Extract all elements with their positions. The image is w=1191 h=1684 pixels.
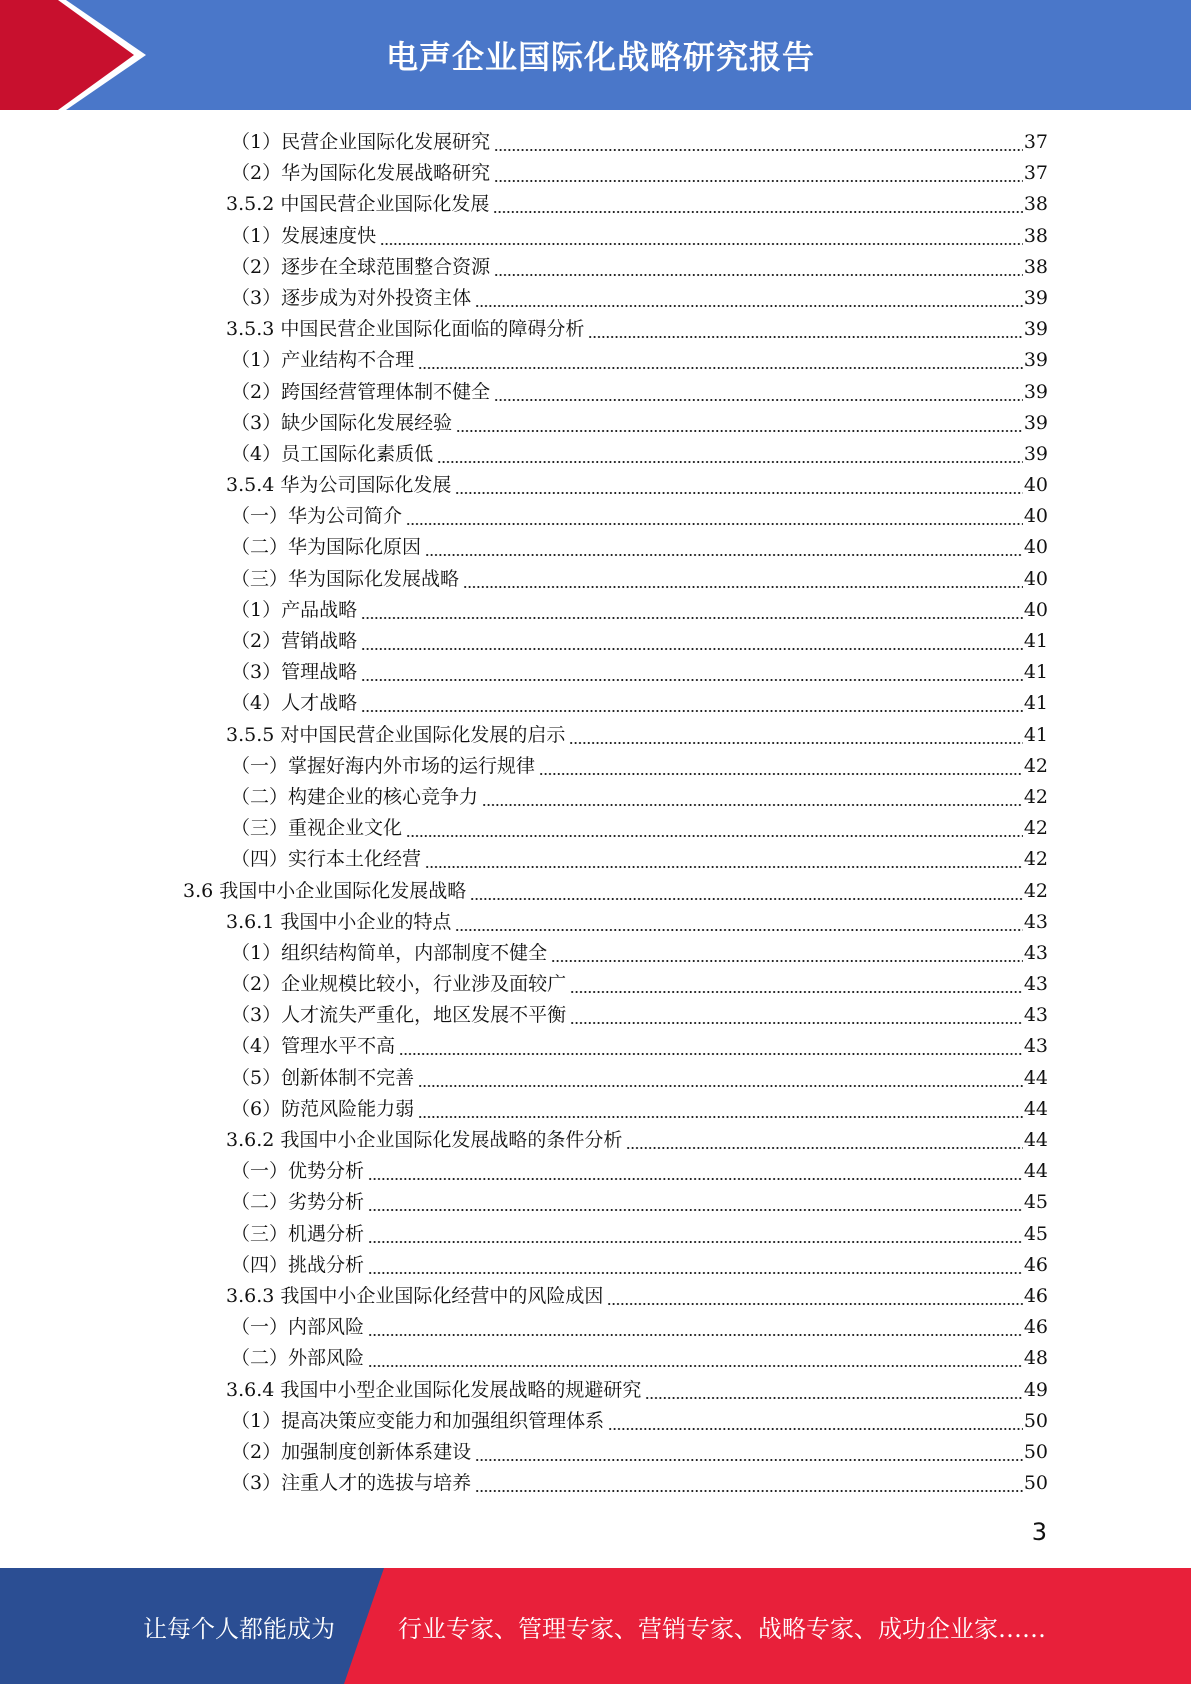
toc-entry[interactable] — [0, 1375, 1191, 1406]
footer-slogan-left: 让每个人都能成为 — [143, 1614, 335, 1643]
toc-entry-page: 38 — [1023, 255, 1048, 278]
toc-entry-label: （2）营销战略 — [231, 630, 358, 652]
toc-dot-leader — [399, 1031, 1023, 1062]
toc-entry-label: （4）员工国际化素质低 — [231, 442, 434, 465]
toc-entry-label: （2）逐步在全球范围整合资源 — [231, 255, 491, 278]
footer-slogan-right: 行业专家、管理专家、营销专家、战略专家、成功企业家…… — [398, 1614, 1046, 1643]
toc-dot-leader — [569, 720, 1022, 751]
toc-entry-label: （三）重视企业文化 — [231, 817, 403, 840]
toc-dot-leader — [368, 1250, 1023, 1281]
toc-entry[interactable] — [0, 720, 1191, 751]
toc-entry-page: 46 — [1023, 1284, 1048, 1307]
toc-dot-leader — [588, 314, 1022, 345]
toc-dot-leader — [418, 1063, 1023, 1094]
toc-dot-leader — [470, 876, 1023, 907]
toc-entry-page: 39 — [1023, 442, 1048, 465]
toc-entry[interactable] — [0, 439, 1191, 470]
toc-dot-leader — [368, 1156, 1023, 1187]
toc-entry[interactable] — [0, 1063, 1191, 1094]
toc-entry[interactable] — [0, 1281, 1191, 1312]
toc-entry[interactable] — [0, 1125, 1191, 1156]
toc-entry-page: 40 — [1023, 536, 1048, 559]
toc-entry[interactable] — [0, 907, 1191, 938]
toc-entry-page: 42 — [1023, 817, 1048, 840]
toc-entry-page: 44 — [1023, 1160, 1048, 1183]
toc-dot-leader — [361, 595, 1023, 626]
toc-entry-page: 42 — [1023, 879, 1048, 902]
toc-dot-leader — [475, 1468, 1023, 1499]
toc-entry[interactable] — [0, 314, 1191, 345]
toc-entry-page: 38 — [1023, 224, 1048, 247]
toc-entry[interactable] — [0, 189, 1191, 220]
toc-entry[interactable] — [0, 626, 1191, 657]
toc-entry-page: 45 — [1023, 1191, 1048, 1214]
table-of-contents — [0, 127, 1191, 1499]
toc-entry-page: 40 — [1023, 505, 1048, 528]
toc-entry-label: （3）缺少国际化发展经验 — [231, 411, 453, 434]
page-header — [0, 0, 1191, 110]
toc-entry-label: （4）管理水平不高 — [231, 1035, 396, 1058]
page-number: 3 — [1031, 1518, 1047, 1546]
toc-entry-label: （1）产品战略 — [231, 598, 358, 621]
toc-entry[interactable] — [0, 844, 1191, 875]
toc-entry[interactable] — [0, 1312, 1191, 1343]
toc-entry-label: 3.5.2 中国民营企业国际化发展 — [226, 193, 490, 216]
toc-entry-label: （3）逐步成为对外投资主体 — [231, 286, 472, 309]
toc-entry-page: 39 — [1023, 380, 1048, 403]
toc-entry-page: 43 — [1023, 910, 1048, 933]
header-title: 电声企业国际化战略研究报告 — [385, 38, 815, 76]
toc-dot-leader — [437, 439, 1023, 470]
toc-dot-leader — [494, 377, 1023, 408]
toc-entry-page: 43 — [1023, 941, 1048, 964]
toc-dot-leader — [368, 1343, 1023, 1374]
toc-entry[interactable] — [0, 1031, 1191, 1062]
toc-entry-page: 41 — [1023, 692, 1048, 715]
page-footer — [0, 1568, 1191, 1684]
toc-entry-page: 41 — [1023, 630, 1048, 652]
toc-entry-label: （二）构建企业的核心竞争力 — [231, 785, 479, 808]
toc-entry-label: （三）华为国际化发展战略 — [231, 567, 460, 590]
toc-dot-leader — [380, 221, 1023, 252]
toc-entry-label: （2）华为国际化发展战略研究 — [231, 162, 491, 185]
toc-entry[interactable] — [0, 501, 1191, 532]
toc-entry-page: 42 — [1023, 754, 1048, 777]
toc-entry-label: （四）实行本土化经营 — [231, 848, 422, 871]
toc-entry[interactable] — [0, 1156, 1191, 1187]
toc-entry-label: 3.5.4 华为公司国际化发展 — [226, 474, 452, 497]
toc-entry[interactable] — [0, 221, 1191, 252]
toc-dot-leader — [482, 782, 1023, 813]
toc-dot-leader — [368, 1219, 1023, 1250]
toc-entry-label: （3）注重人才的选拔与培养 — [231, 1472, 472, 1495]
toc-entry[interactable] — [0, 938, 1191, 969]
toc-entry-label: （一）华为公司简介 — [231, 505, 403, 528]
toc-entry-page: 43 — [1023, 1035, 1048, 1058]
toc-entry[interactable] — [0, 408, 1191, 439]
toc-dot-leader — [493, 189, 1022, 220]
toc-entry-label: 3.5.5 对中国民营企业国际化发展的启示 — [226, 723, 566, 746]
toc-entry[interactable] — [0, 127, 1191, 158]
toc-dot-leader — [539, 751, 1023, 782]
toc-entry-page: 45 — [1023, 1222, 1048, 1245]
toc-entry-page: 43 — [1023, 1004, 1048, 1027]
toc-entry[interactable] — [0, 345, 1191, 376]
toc-entry-label: （1）产业结构不合理 — [231, 349, 415, 372]
toc-entry-label: （6）防范风险能力弱 — [231, 1097, 415, 1120]
toc-dot-leader — [475, 283, 1023, 314]
toc-entry-label: （2）企业规模比较小，行业涉及面较广 — [231, 973, 567, 996]
toc-dot-leader — [425, 532, 1023, 563]
toc-dot-leader — [406, 813, 1023, 844]
toc-entry-label: （三）机遇分析 — [231, 1222, 365, 1245]
toc-entry[interactable] — [0, 688, 1191, 719]
toc-dot-leader — [455, 470, 1022, 501]
toc-entry-label: （1）发展速度快 — [231, 224, 377, 247]
toc-entry-page: 39 — [1023, 286, 1048, 309]
toc-dot-leader — [361, 626, 1023, 657]
toc-dot-leader — [494, 127, 1023, 158]
toc-entry-page: 40 — [1023, 598, 1048, 621]
toc-entry-page: 39 — [1023, 411, 1048, 434]
toc-entry[interactable] — [0, 782, 1191, 813]
toc-dot-leader — [406, 501, 1023, 532]
toc-entry-page: 46 — [1023, 1253, 1048, 1276]
toc-entry-page: 39 — [1023, 318, 1048, 341]
toc-dot-leader — [463, 564, 1023, 595]
toc-entry-page: 42 — [1023, 785, 1048, 808]
toc-dot-leader — [418, 345, 1023, 376]
toc-entry-page: 41 — [1023, 661, 1048, 684]
toc-entry-label: （2）跨国经营管理体制不健全 — [231, 380, 491, 403]
toc-entry[interactable] — [0, 1406, 1191, 1437]
toc-entry[interactable] — [0, 969, 1191, 1000]
toc-entry-page: 41 — [1023, 723, 1048, 746]
toc-entry-page: 44 — [1023, 1066, 1048, 1089]
toc-entry[interactable] — [0, 564, 1191, 595]
toc-entry-page: 42 — [1023, 848, 1048, 871]
toc-dot-leader — [475, 1437, 1023, 1468]
toc-dot-leader — [626, 1125, 1022, 1156]
toc-dot-leader — [361, 657, 1023, 688]
toc-entry[interactable] — [0, 876, 1191, 907]
toc-entry[interactable] — [0, 1000, 1191, 1031]
toc-entry-label: （5）创新体制不完善 — [231, 1066, 415, 1089]
toc-entry[interactable] — [0, 1437, 1191, 1468]
toc-entry-page: 50 — [1023, 1409, 1048, 1432]
toc-dot-leader — [455, 907, 1022, 938]
toc-entry-label: （3）管理战略 — [231, 661, 358, 684]
toc-dot-leader — [456, 408, 1023, 439]
toc-entry-label: （一）掌握好海内外市场的运行规律 — [231, 754, 536, 777]
toc-dot-leader — [494, 252, 1023, 283]
toc-entry[interactable] — [0, 813, 1191, 844]
toc-entry-page: 43 — [1023, 973, 1048, 996]
toc-entry[interactable] — [0, 1343, 1191, 1374]
toc-entry-page: 50 — [1023, 1440, 1048, 1463]
toc-entry-label: 3.5.3 中国民营企业国际化面临的障碍分析 — [226, 318, 585, 341]
toc-dot-leader — [368, 1312, 1023, 1343]
toc-entry-page: 49 — [1023, 1378, 1048, 1401]
toc-dot-leader — [570, 969, 1023, 1000]
toc-entry[interactable] — [0, 1250, 1191, 1281]
toc-entry[interactable] — [0, 1187, 1191, 1218]
toc-entry-label: （一）内部风险 — [231, 1316, 365, 1339]
toc-entry-label: （一）优势分析 — [231, 1160, 365, 1183]
toc-entry-page: 50 — [1023, 1472, 1048, 1495]
toc-entry[interactable] — [0, 158, 1191, 189]
toc-entry-page: 38 — [1023, 193, 1048, 216]
toc-entry-label: （1）组织结构简单，内部制度不健全 — [231, 941, 548, 964]
toc-entry[interactable] — [0, 252, 1191, 283]
toc-entry[interactable] — [0, 595, 1191, 626]
toc-entry-label: （1）民营企业国际化发展研究 — [231, 131, 491, 153]
toc-entry-label: （二）劣势分析 — [231, 1191, 365, 1214]
toc-dot-leader — [570, 1000, 1023, 1031]
toc-entry[interactable] — [0, 1094, 1191, 1125]
toc-entry-page: 46 — [1023, 1316, 1048, 1339]
toc-entry-label: （二）外部风险 — [231, 1347, 365, 1370]
toc-entry-page: 44 — [1023, 1097, 1048, 1120]
toc-entry-label: （3）人才流失严重化，地区发展不平衡 — [231, 1004, 567, 1027]
toc-entry-page: 40 — [1023, 474, 1048, 497]
toc-entry[interactable] — [0, 283, 1191, 314]
toc-entry-page: 40 — [1023, 567, 1048, 590]
toc-entry-label: 3.6.2 我国中小企业国际化发展战略的条件分析 — [226, 1129, 623, 1151]
toc-entry[interactable] — [0, 532, 1191, 563]
toc-entry-label: 3.6.4 我国中小型企业国际化发展战略的规避研究 — [226, 1378, 642, 1401]
toc-dot-leader — [645, 1375, 1022, 1406]
toc-entry-label: （4）人才战略 — [231, 692, 358, 715]
toc-entry[interactable] — [0, 377, 1191, 408]
toc-entry-page: 37 — [1023, 162, 1048, 185]
toc-dot-leader — [607, 1281, 1022, 1312]
toc-entry[interactable] — [0, 657, 1191, 688]
toc-entry-label: （1）提高决策应变能力和加强组织管理体系 — [231, 1409, 605, 1432]
toc-entry-label: （2）加强制度创新体系建设 — [231, 1440, 472, 1463]
toc-entry-page: 48 — [1023, 1347, 1048, 1370]
toc-entry[interactable] — [0, 470, 1191, 501]
toc-entry[interactable] — [0, 1468, 1191, 1499]
toc-entry[interactable] — [0, 751, 1191, 782]
toc-entry[interactable] — [0, 1219, 1191, 1250]
toc-entry-label: 3.6.3 我国中小企业国际化经营中的风险成因 — [226, 1284, 604, 1307]
toc-entry-label: （四）挑战分析 — [231, 1253, 365, 1276]
toc-dot-leader — [494, 158, 1023, 189]
toc-dot-leader — [608, 1406, 1023, 1437]
toc-entry-page: 44 — [1023, 1129, 1048, 1151]
toc-dot-leader — [368, 1187, 1023, 1218]
toc-entry-label: 3.6 我国中小企业国际化发展战略 — [183, 879, 467, 902]
toc-dot-leader — [361, 688, 1023, 719]
toc-dot-leader — [551, 938, 1023, 969]
toc-dot-leader — [418, 1094, 1023, 1125]
toc-entry-label: （二）华为国际化原因 — [231, 536, 422, 559]
toc-entry-label: 3.6.1 我国中小企业的特点 — [226, 910, 452, 933]
toc-entry-page: 37 — [1023, 131, 1048, 153]
toc-entry-page: 39 — [1023, 349, 1048, 372]
toc-dot-leader — [425, 844, 1023, 875]
